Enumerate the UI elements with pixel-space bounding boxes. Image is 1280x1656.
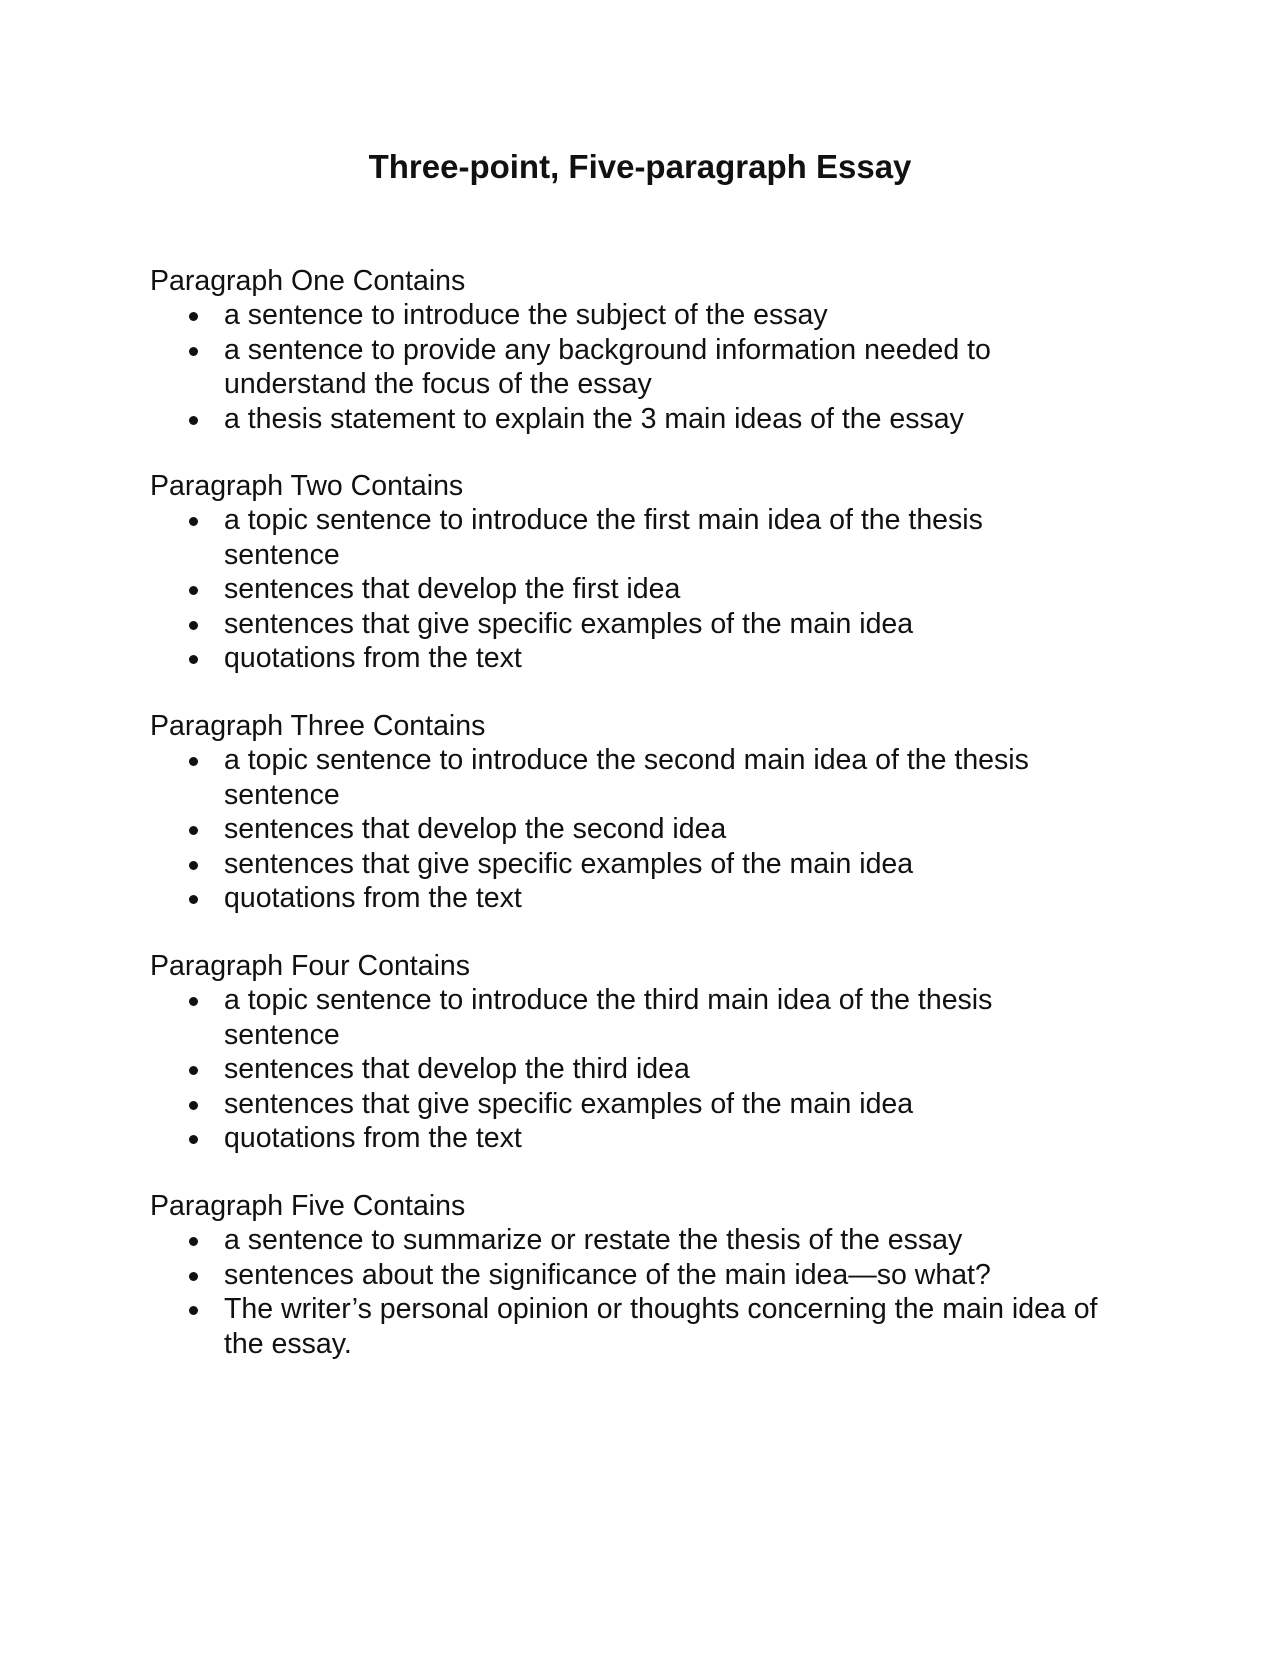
bullet-icon [189, 757, 198, 766]
list-item [150, 1223, 1150, 1258]
list-item-text: a thesis statement to explain the 3 main ideas of the essay [224, 402, 964, 435]
bullet-icon [189, 1272, 198, 1281]
bullet-icon [189, 586, 198, 595]
bullet-icon [189, 1306, 198, 1315]
list-item [150, 572, 1150, 607]
bullet-list [150, 743, 1150, 916]
section-paragraph-one [150, 264, 1150, 436]
list-item [150, 847, 1150, 882]
list-item-text: The writer’s personal opinion or thoughts concerning the main idea of the essay. [224, 1293, 1098, 1360]
bullet-icon [189, 655, 198, 664]
list-item-text: sentences that give specific examples of the main idea [224, 847, 914, 880]
bullet-list [150, 983, 1150, 1156]
list-item-text: a sentence to provide any background information needed to understand the focus of the essay [224, 333, 991, 400]
bullet-icon [189, 1237, 198, 1246]
section-heading: Paragraph Two Contains [150, 470, 464, 502]
bullet-icon [189, 1101, 198, 1110]
list-item [150, 1087, 1150, 1122]
section-paragraph-four [150, 949, 1150, 1156]
list-item-text: sentences that develop the first idea [224, 573, 681, 605]
list-item-text: quotations from the text [224, 1122, 522, 1154]
list-item [150, 333, 1044, 402]
list-item-text: a topic sentence to introduce the second main idea of the thesis sentence [224, 744, 1029, 811]
section-heading: Paragraph One Contains [150, 265, 466, 297]
bullet-icon [189, 826, 198, 835]
list-item-text: a topic sentence to introduce the third main idea of the thesis sentence [224, 984, 993, 1051]
list-item-text: quotations from the text [224, 882, 522, 914]
bullet-icon [189, 997, 198, 1006]
list-item [150, 1121, 1150, 1156]
list-item-text: sentences that give specific examples of the main idea [224, 1087, 914, 1120]
bullet-list [150, 298, 1150, 436]
list-item-text: a sentence to summarize or restate the thesis of the essay [224, 1224, 963, 1256]
section-heading: Paragraph Three Contains [150, 710, 486, 742]
section-heading: Paragraph Four Contains [150, 950, 471, 982]
list-item [150, 298, 1150, 333]
list-item [150, 503, 1044, 572]
list-item [150, 743, 1084, 812]
list-item [150, 812, 1150, 847]
list-item-text: sentences that give specific examples of the main idea [224, 607, 914, 640]
list-item [150, 881, 1150, 916]
bullet-icon [189, 416, 198, 425]
bullet-icon [189, 347, 198, 356]
bullet-icon [189, 1066, 198, 1075]
bullet-icon [189, 1135, 198, 1144]
section-paragraph-three [150, 709, 1150, 916]
list-item [150, 402, 1150, 437]
list-item [150, 641, 1150, 676]
section-heading: Paragraph Five Contains [150, 1190, 466, 1222]
page-title: Three-point, Five-paragraph Essay [368, 148, 912, 185]
list-item-text: sentences that develop the second idea [224, 813, 727, 845]
list-item [150, 1258, 1150, 1293]
bullet-list [150, 503, 1150, 676]
section-paragraph-two [150, 469, 1150, 676]
bullet-icon [189, 895, 198, 904]
list-item [150, 607, 1150, 642]
list-item-text: a sentence to introduce the subject of the essay [224, 299, 828, 331]
bullet-list [150, 1223, 1150, 1361]
bullet-icon [189, 517, 198, 526]
list-item [150, 1052, 1150, 1087]
bullet-icon [189, 861, 198, 870]
section-paragraph-five [150, 1189, 1150, 1361]
bullet-icon [189, 621, 198, 630]
list-item-text: sentences about the significance of the main idea—so what? [224, 1258, 991, 1291]
list-item-text: sentences that develop the third idea [224, 1053, 690, 1085]
list-item-text: a topic sentence to introduce the first main idea of the thesis sentence [224, 504, 983, 571]
list-item [150, 983, 1054, 1052]
list-item [150, 1292, 1124, 1361]
bullet-icon [189, 312, 198, 321]
list-item-text: quotations from the text [224, 642, 522, 674]
